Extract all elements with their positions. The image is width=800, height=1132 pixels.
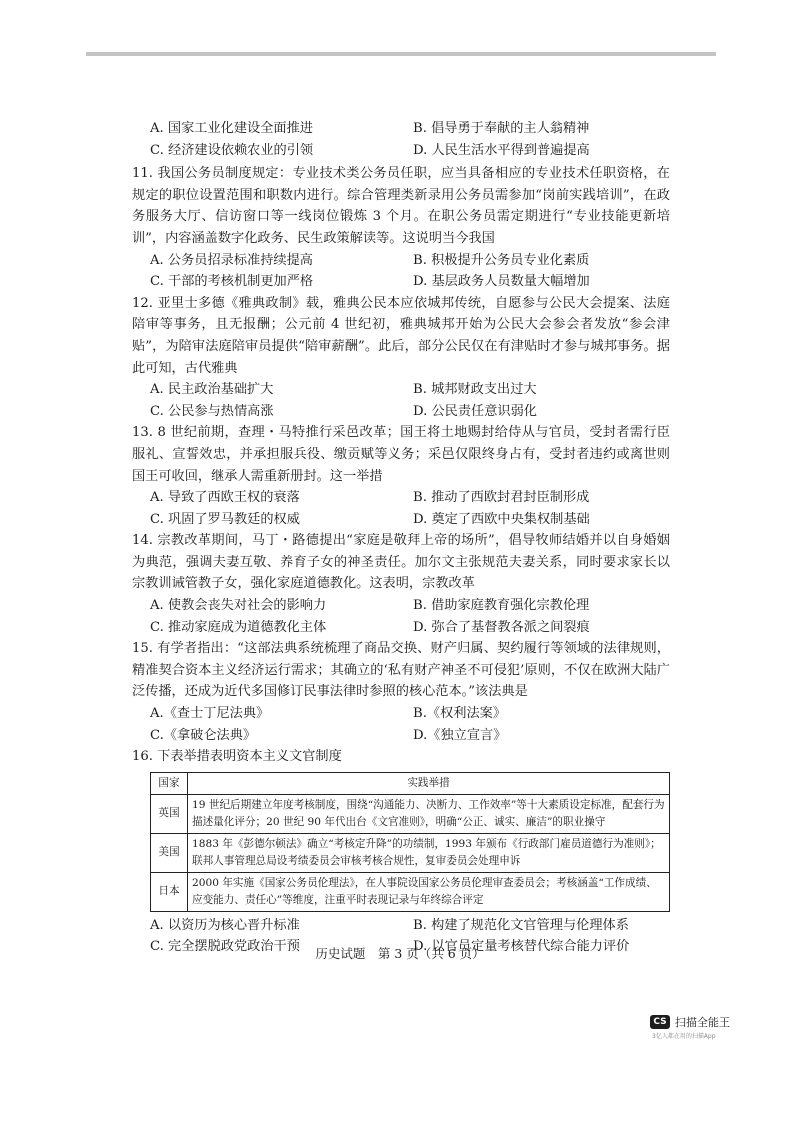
table-header-country: 国家 <box>151 772 188 794</box>
q15-option-a: A.《查士丁尼法典》 <box>150 706 270 722</box>
q13-option-d: D. 奠定了西欧中央集权制基础 <box>413 511 590 527</box>
table-cell-measures: 19 世纪后期建立年度考核制度，围绕“沟通能力、决断力、工作效率”等十大素质设定标准，配套行为描述量化评分；20 世纪 90 年代出台《文官准则》，明确“公正、诚实、廉洁”的职业操守 <box>188 794 670 833</box>
question-16 <box>132 746 670 958</box>
watermark-app-name: 扫描全能王 <box>675 1016 730 1029</box>
q12-stem: 12. 亚里士多德《雅典政制》载，雅典公民本应依城邦传统，自愿参与公民大会提案、法庭陪审等事务，且无报酬；公元前 4 世纪初，雅典城邦开始为公民大会参会者发放“参会津贴”，为陪审法庭陪审员提供“陪审薪酬”。此后，部分公民仅在有津贴时才参与城邦事务。据此可知，古代雅典 <box>132 295 670 376</box>
q12-option-d: D. 公民责任意识弱化 <box>413 403 537 419</box>
q15-option-d: D.《独立宣言》 <box>413 727 507 743</box>
q11-stem: 11. 我国公务员制度规定：专业技术类公务员任职，应当具备相应的专业技术任职资格，在规定的职位设置范围和职数内进行。综合管理类新录用公务员需参加“岗前实践培训”，在政务服务大厅、信访窗口等一线岗位锻炼 3 个月。在职公务员需定期进行“专业技能更新培训”，内容涵盖数字化政务、民生政策解读等。这说明当今我国 <box>132 166 670 246</box>
q13-option-c: C. 巩固了罗马教廷的权威 <box>150 511 300 527</box>
q14-stem: 14. 宗教改革期间，马丁・路德提出“家庭是敬拜上帝的场所”，倡导牧师结婚并以自身婚姻为典范，强调夫妻互敬、养育子女的神圣责任。加尔文主张规范夫妻关系，同时要求家长以宗教训诫管教子女，强化家庭道德教化。这表明，宗教改革 <box>132 533 670 592</box>
q12-option-b: B. 城邦财政支出过大 <box>413 382 537 398</box>
table-row <box>151 833 670 872</box>
q12-option-c: C. 公民参与热情高涨 <box>150 403 274 419</box>
q13-stem: 13. 8 世纪前期，查理・马特推行采邑改革；国王将土地赐封给侍从与官员，受封者需行臣服礼、宣誓效忠，并承担服兵役、缴贡赋等义务；采邑仅限终身占有，受封者违约或离世则国王可收回，继承人需重新册封。这一举措 <box>132 425 670 484</box>
q15-option-b: B.《权利法案》 <box>413 706 507 722</box>
q10-option-b: B. 倡导勇于奉献的主人翁精神 <box>413 121 590 136</box>
table-row <box>151 872 670 911</box>
table-cell-measures: 2000 年实施《国家公务员伦理法》，在人事院设国家公务员伦理审查委员会；考核涵盖“工作成绩、应变能力、责任心”等维度，注重平时表现记录与年终综合评定 <box>188 872 670 911</box>
q10-option-a: A. 国家工业化建设全面推进 <box>150 121 313 136</box>
q15-stem: 15. 有学者指出：“这部法典系统梳理了商品交换、财产归属、契约履行等领域的法律规则，精准契合资本主义经济运行需求；其确立的‘私有财产神圣不可侵犯’原则，不仅在欧洲大陆广泛传播，还成为近代多国修订民事法律时参照的核心范本。”该法典是 <box>132 641 670 700</box>
question-15 <box>132 638 670 746</box>
page-footer: 历史试题 第 3 页（共 6 页） <box>315 946 485 961</box>
watermark-tagline: 3亿人都在用的扫描App <box>652 1033 716 1040</box>
q11-option-b: B. 积极提升公务员专业化素质 <box>413 252 590 268</box>
q13-option-a: A. 导致了西欧王权的衰落 <box>150 490 300 506</box>
question-11 <box>132 163 670 293</box>
question-12 <box>132 293 670 423</box>
table-cell-measures: 1883 年《彭德尔顿法》确立“考核定升降”的功绩制，1993 年颁布《行政部门雇员道德行为准则》；联邦人事管理总局设考绩委员会审核考核合规性，复审委员会处理申诉 <box>188 833 670 872</box>
q16-stem: 16. 下表举措表明资本主义文官制度 <box>132 749 342 765</box>
q13-option-b: B. 推动了西欧封君封臣制形成 <box>413 490 590 506</box>
q14-option-d: D. 弥合了基督教各派之间裂痕 <box>413 619 590 635</box>
table-header-measures: 实践举措 <box>188 772 670 794</box>
q10-options <box>150 118 670 161</box>
q14-option-c: C. 推动家庭成为道德教化主体 <box>150 619 327 635</box>
q10-option-d: D. 人民生活水平得到普遍提高 <box>413 142 590 158</box>
q16-option-d: D. 以官员定量考核替代综合能力评价 <box>413 939 630 955</box>
table-cell-country: 英国 <box>151 794 188 833</box>
table-cell-country: 美国 <box>151 833 188 872</box>
table-header-row <box>151 772 670 794</box>
q16-option-a: A. 以资历为核心晋升标准 <box>150 917 300 933</box>
scanner-watermark <box>650 1014 730 1030</box>
q10-option-c: C. 经济建设依赖农业的引领 <box>150 142 314 158</box>
q11-option-a: A. 公务员招录标准持续提高 <box>150 252 313 268</box>
q15-option-c: C.《拿破仑法典》 <box>150 727 257 743</box>
scan-edge-bar <box>86 52 716 56</box>
exam-page <box>132 118 670 958</box>
q16-table <box>150 772 670 912</box>
camscanner-logo-icon: CS <box>650 1015 670 1029</box>
question-14 <box>132 530 670 638</box>
q16-option-b: B. 构建了规范化文官管理与伦理体系 <box>413 917 629 933</box>
q12-option-a: A. 民主政治基础扩大 <box>150 382 274 398</box>
question-13 <box>132 422 670 530</box>
q14-option-b: B. 借助家庭教育强化宗教伦理 <box>413 598 590 614</box>
q11-option-c: C. 干部的考核机制更加严格 <box>150 274 314 290</box>
q16-option-c: C. 完全摆脱政党政治干预 <box>150 939 300 955</box>
table-cell-country: 日本 <box>151 872 188 911</box>
q11-option-d: D. 基层政务人员数量大幅增加 <box>413 274 590 290</box>
q14-option-a: A. 使教会丧失对社会的影响力 <box>150 598 327 614</box>
table-row <box>151 794 670 833</box>
